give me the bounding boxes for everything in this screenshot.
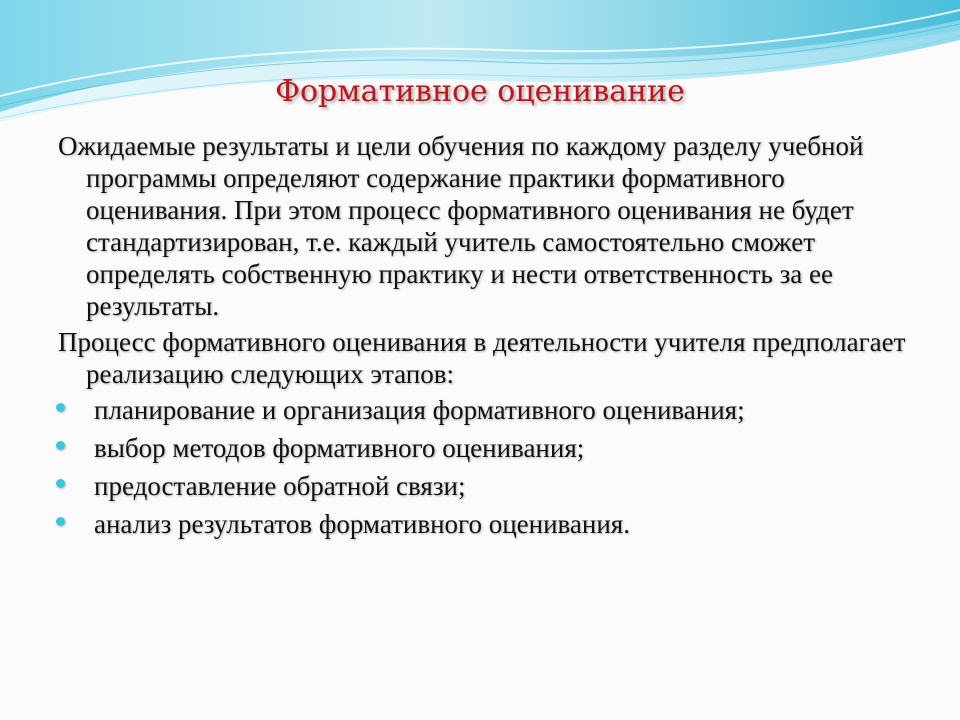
slide-body: [46, 130, 916, 546]
list-item: [46, 432, 916, 464]
stages-list: [46, 394, 916, 540]
list-item-text: предоставление обратной связи;: [94, 471, 466, 501]
bullet-dot-icon: [56, 403, 65, 412]
list-item-text: анализ результатов формативного оценивания.: [94, 509, 630, 539]
paragraph-process: Процесс формативного оценивания в деятельности учителя предполагает реализацию следующих этапов:: [58, 327, 906, 389]
list-item-text: планирование и организация формативного оценивания;: [94, 395, 745, 425]
bullet-dot-icon: [56, 517, 65, 526]
paragraph-goals: Ожидаемые результаты и цели обучения по каждому разделу учебной программы определяют содержание практики формативного оценивания. При этом процесс формативного оценивания не будет стандартизирован, т.е. каждый учитель самостоятельно сможет определять собственную практику и нести ответственность за ее результаты.: [58, 131, 864, 321]
list-item: [46, 508, 916, 540]
bullet-dot-icon: [56, 479, 65, 488]
list-item-text: выбор методов формативного оценивания;: [94, 433, 585, 463]
slide-title: Формативное оценивание: [275, 74, 685, 109]
bullet-dot-icon: [56, 441, 65, 450]
list-item: [46, 394, 916, 426]
list-item: [46, 470, 916, 502]
